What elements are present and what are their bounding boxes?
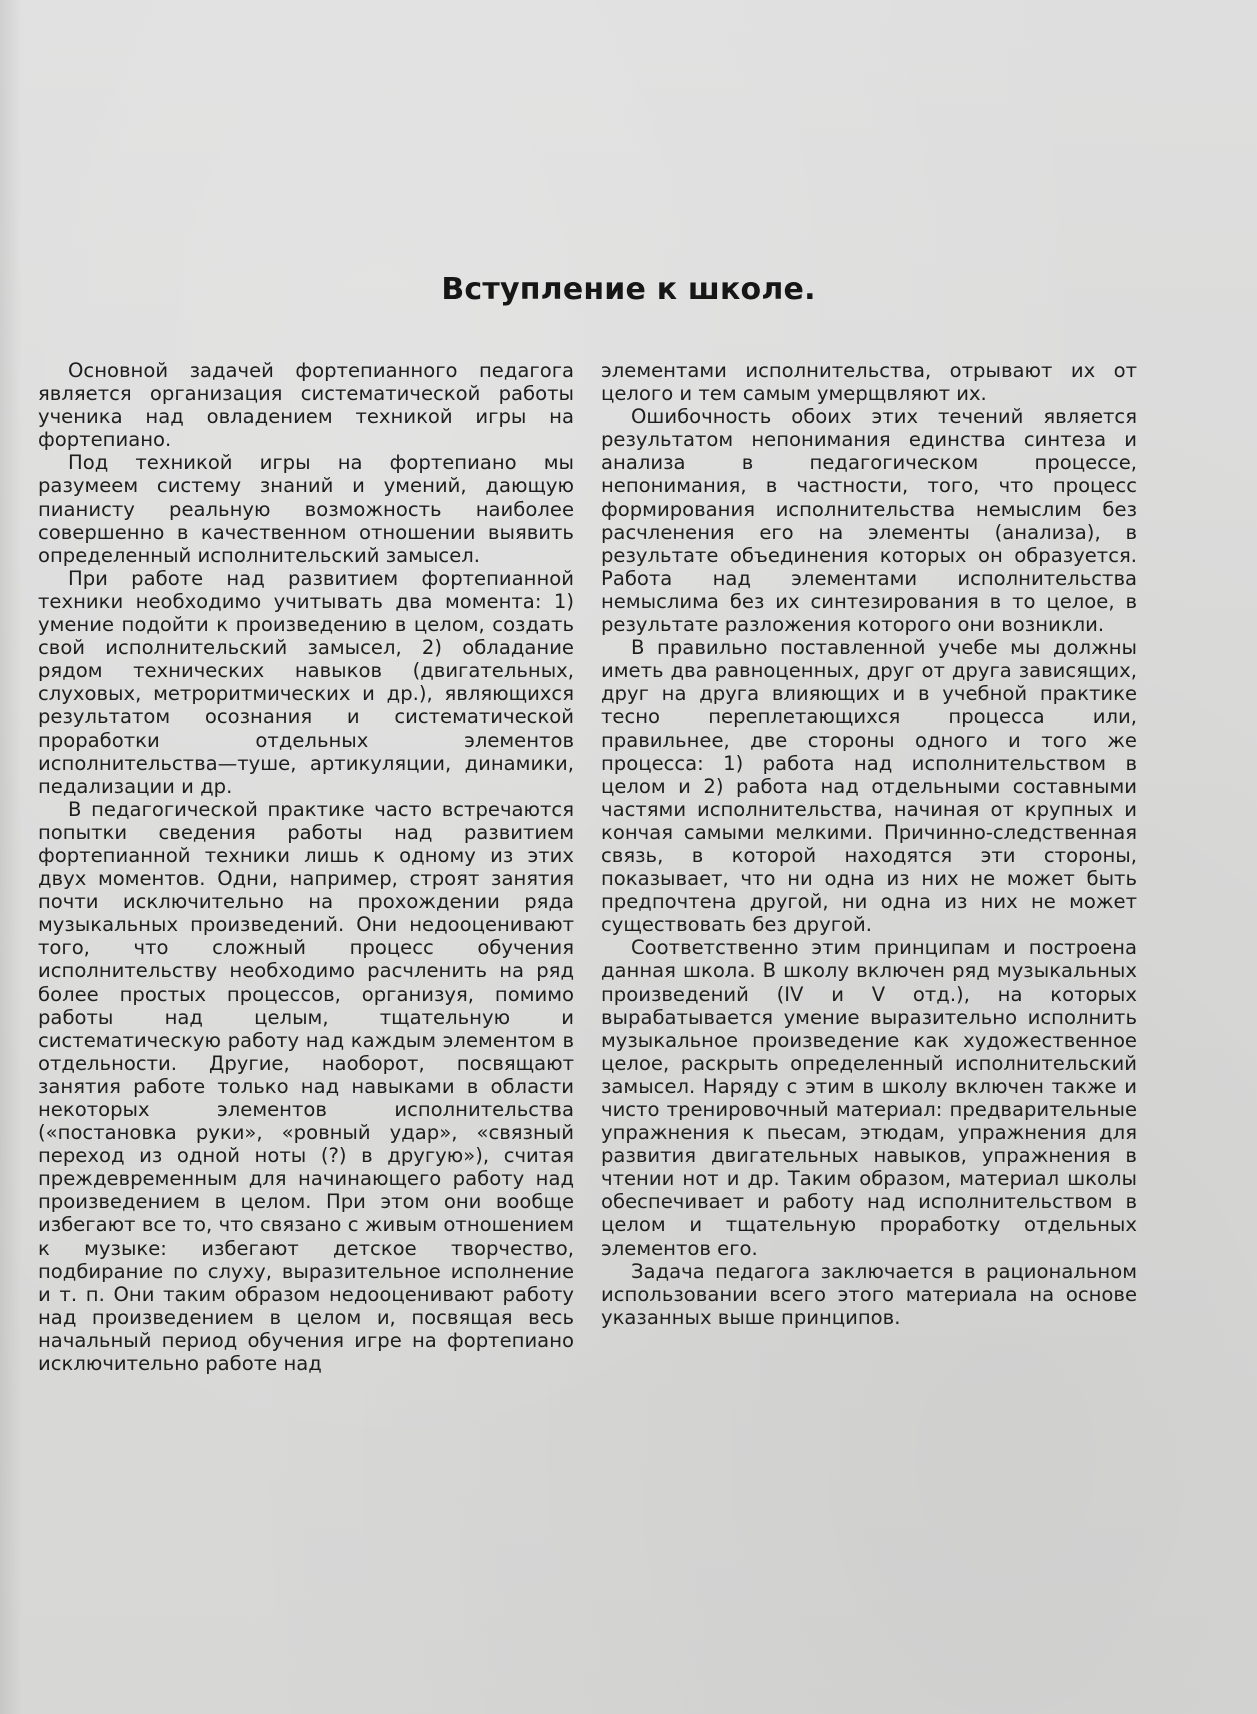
paragraph: Основной задачей фортепианного педагога является организация систематической работы ученика над овладением техникой игры на фортепиано. (38, 359, 574, 452)
paragraph: В педагогической практике часто встречаются попытки сведения работы над развитием фортепианной техники лишь к одному из этих двух моментов. Одни, например, строят занятия почти исключительно на прохождении ряда музыкальных произведений. Они недооценивают того, что сложный процесс обучения исполнительству необходимо расчленить на ряд более простых процессов, организуя, помимо работы над целым, тщательную и систематическую работу над каждым элементом в отдельности. Другие, наоборот, посвящают занятия работе только над навыками в области некоторых элементов исполнительства («постановка руки», «ровный удар», «связный переход из одной ноты (?) в другую»), считая преждевременным для начинающего работу над произведением в целом. При этом они вообще избегают все то, что связано с живым отношением к музыке: избегают детское творчество, подбирание по слуху, выразительное исполнение и т. п. Они таким образом недооценивают работу над произведением в целом и, посвящая весь начальный период обучения игре на фортепиано исключительно работе над (38, 797, 574, 1376)
text-column-right (601, 359, 1137, 1329)
paragraph: Задача педагога заключается в рациональном использовании всего этого материала на основе указанных выше принципов. (601, 1259, 1137, 1329)
paragraph: Соответственно этим принципам и построена данная школа. В школу включен ряд музыкальных произведений (IV и V отд.), на которых вырабатывается умение выразительно исполнить музыкальное произведение как художественное целое, раскрыть определенный исполнительский замысел. Наряду с этим в школу включен также и чисто тренировочный материал: предварительные упражнения к пьесам, этюдам, упражнения для развития двигательных навыков, упражнения в чтении нот и др. Таким образом, материал школы обеспечивает и работу над исполнительством в целом и тщательную проработку отдельных элементов его. (601, 936, 1137, 1260)
text-column-left (38, 359, 574, 1375)
paragraph: Под техникой игры на фортепиано мы разумеем систему знаний и умений, дающую пианисту реальную возможность наиболее совершенно в качественном отношении выявить определенный исполнительский замысел. (38, 451, 574, 567)
page-title: Вступление к школе. (441, 272, 816, 307)
paragraph: При работе над развитием фортепианной техники необходимо учитывать два момента: 1) умение подойти к произведению в целом, создать свой исполнительский замысел, 2) обладание рядом технических навыков (двигательных, слуховых, метроритмических и др.), являющихся результатом осознания и систематической проработки отдельных элементов исполнительства—туше, артикуляции, динамики, педализации и др. (38, 566, 574, 798)
paragraph-continuation: элементами исполнительства, отрывают их от целого и тем самым умерщвляют их. (601, 359, 1137, 406)
paragraph: Ошибочность обоих этих течений является результатом непонимания единства синтеза и анализа в педагогическом процессе, непонимания, в частности, того, что процесс формирования исполнительства немыслим без расчленения его на элементы (анализа), в результате объединения которых он образуется. Работа над элементами исполнительства немыслима без их синтезирования в то целое, в результате разложения которого они возникли. (601, 405, 1137, 637)
page-edge-shadow (0, 0, 22, 1714)
paragraph: В правильно поставленной учебе мы должны иметь два равноценных, друг от друга зависящих, друг на друга влияющих и в учебной практике тесно переплетающихся процесса или, правильнее, две стороны одного и того же процесса: 1) работа над исполнительством в целом и 2) работа над отдельными составными частями исполнительства, начиная от крупных и кончая самыми мелкими. Причинно-следственная связь, в которой находятся эти стороны, показывает, что ни одна из них не может быть предпочтена другой, ни одна из них не может существовать без другой. (601, 636, 1137, 937)
